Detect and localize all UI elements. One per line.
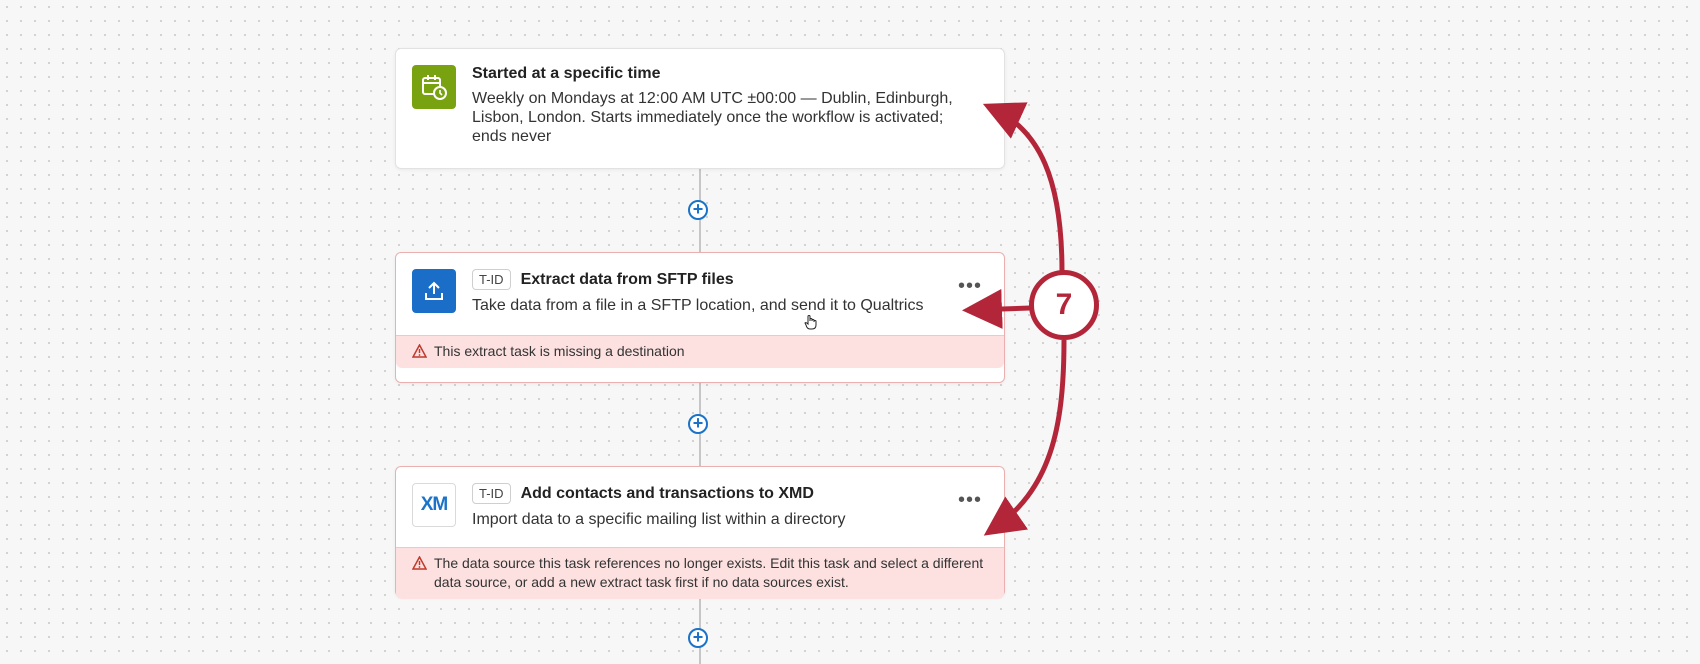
add-step-button[interactable]: + bbox=[688, 414, 708, 434]
add-step-button[interactable]: + bbox=[688, 628, 708, 648]
card-description: Weekly on Mondays at 12:00 AM UTC ±00:00 — Dublin, Edinburgh, Lisbon, London. Starts immediately once the workflow is activated; ends never bbox=[472, 90, 953, 145]
more-options-button[interactable]: ••• bbox=[957, 489, 982, 511]
add-step-button[interactable]: + bbox=[688, 200, 708, 220]
card-title: Extract data from SFTP files bbox=[520, 270, 734, 288]
warning-text: The data source this task references no longer exists. Edit this task and select a different data source, or add a new extract task first if no data sources exist. bbox=[434, 555, 984, 590]
task-id-badge: T-ID bbox=[472, 269, 511, 290]
task-id-badge: T-ID bbox=[472, 483, 511, 504]
hand-cursor-icon bbox=[804, 314, 818, 330]
xm-logo-icon: XM bbox=[412, 483, 456, 527]
arrow-to-trigger-card bbox=[992, 108, 1062, 272]
card-title: Add contacts and transactions to XMD bbox=[520, 484, 814, 502]
arrow-to-extract-menu bbox=[972, 308, 1030, 310]
card-description: Import data to a specific mailing list within a directory bbox=[472, 511, 846, 528]
warning-text: This extract task is missing a destination bbox=[434, 343, 685, 359]
arrow-to-xmd-menu bbox=[992, 340, 1064, 530]
more-options-button[interactable]: ••• bbox=[957, 275, 982, 297]
annotation-number-badge: 7 bbox=[1029, 270, 1099, 340]
card-title: Started at a specific time bbox=[472, 65, 661, 82]
card-description: Take data from a file in a SFTP location, and send it to Qualtrics bbox=[472, 297, 924, 314]
